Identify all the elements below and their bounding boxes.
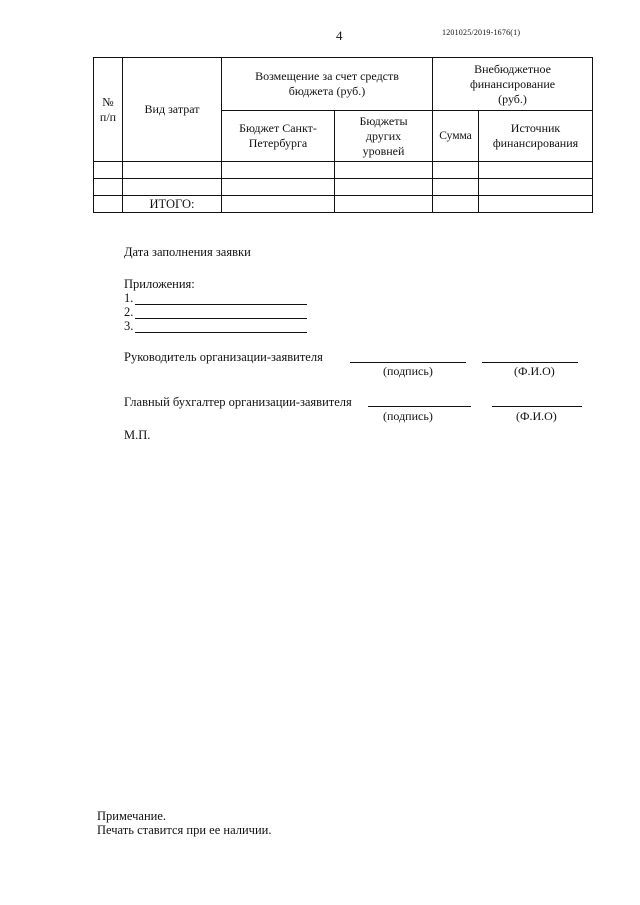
table-cell [94, 162, 123, 179]
table-cell [433, 162, 479, 179]
table-cell [335, 179, 433, 196]
table-cell [222, 162, 335, 179]
note-text: Печать ставится при ее наличии. [97, 823, 272, 837]
column-header-cost-type: Вид затрат [123, 58, 222, 162]
date-label: Дата заполнения заявки [124, 245, 251, 259]
total-row [94, 196, 593, 213]
column-header-budget-group: Возмещение за счет средств бюджета (руб.) [222, 58, 433, 111]
table-cell [123, 162, 222, 179]
stamp-label: М.П. [124, 428, 151, 442]
head-label: Руководитель организации-заявителя [124, 350, 323, 364]
table-row [94, 162, 593, 179]
accountant-label: Главный бухгалтер организации-заявителя [124, 395, 352, 409]
column-header-number: № п/п [94, 58, 123, 162]
head-fio-caption: (Ф.И.О) [514, 364, 555, 378]
accountant-fio-line [492, 406, 582, 407]
attachment-item-3-number: 3. [124, 319, 134, 333]
head-fio-line [482, 362, 578, 363]
attachment-item-2-number: 2. [124, 305, 134, 319]
head-signature-line [350, 362, 466, 363]
head-signature-caption: (подпись) [383, 364, 433, 378]
table-cell [222, 196, 335, 213]
table-cell [433, 179, 479, 196]
attachments-label: Приложения: [124, 277, 195, 291]
total-label: ИТОГО: [123, 196, 222, 213]
table-cell [433, 196, 479, 213]
table-cell [479, 162, 593, 179]
column-header-sum: Сумма [433, 111, 479, 162]
table-cell [479, 196, 593, 213]
attachment-item-2-line [135, 318, 307, 319]
note-title: Примечание. [97, 809, 167, 823]
column-header-other-budgets: Бюджеты других уровней [335, 111, 433, 162]
table-cell [335, 162, 433, 179]
accountant-signature-caption: (подпись) [383, 409, 433, 423]
attachment-item-1-number: 1. [124, 291, 134, 305]
table-cell [335, 196, 433, 213]
table-row [94, 179, 593, 196]
costs-table [93, 57, 593, 213]
table-cell [479, 179, 593, 196]
column-header-source: Источник финансирования [479, 111, 593, 162]
document-code: 1201025/2019-1676(1) [442, 28, 521, 37]
column-header-extrabudget-group: Внебюджетное финансирование (руб.) [433, 58, 593, 111]
attachment-item-3-line [135, 332, 307, 333]
table-cell [123, 179, 222, 196]
table-cell [222, 179, 335, 196]
accountant-fio-caption: (Ф.И.О) [516, 409, 557, 423]
attachment-item-1-line [135, 304, 307, 305]
column-header-spb-budget: Бюджет Санкт-Петербурга [222, 111, 335, 162]
table-cell [94, 179, 123, 196]
page-number: 4 [336, 28, 343, 43]
table-cell [94, 196, 123, 213]
accountant-signature-line [368, 406, 471, 407]
